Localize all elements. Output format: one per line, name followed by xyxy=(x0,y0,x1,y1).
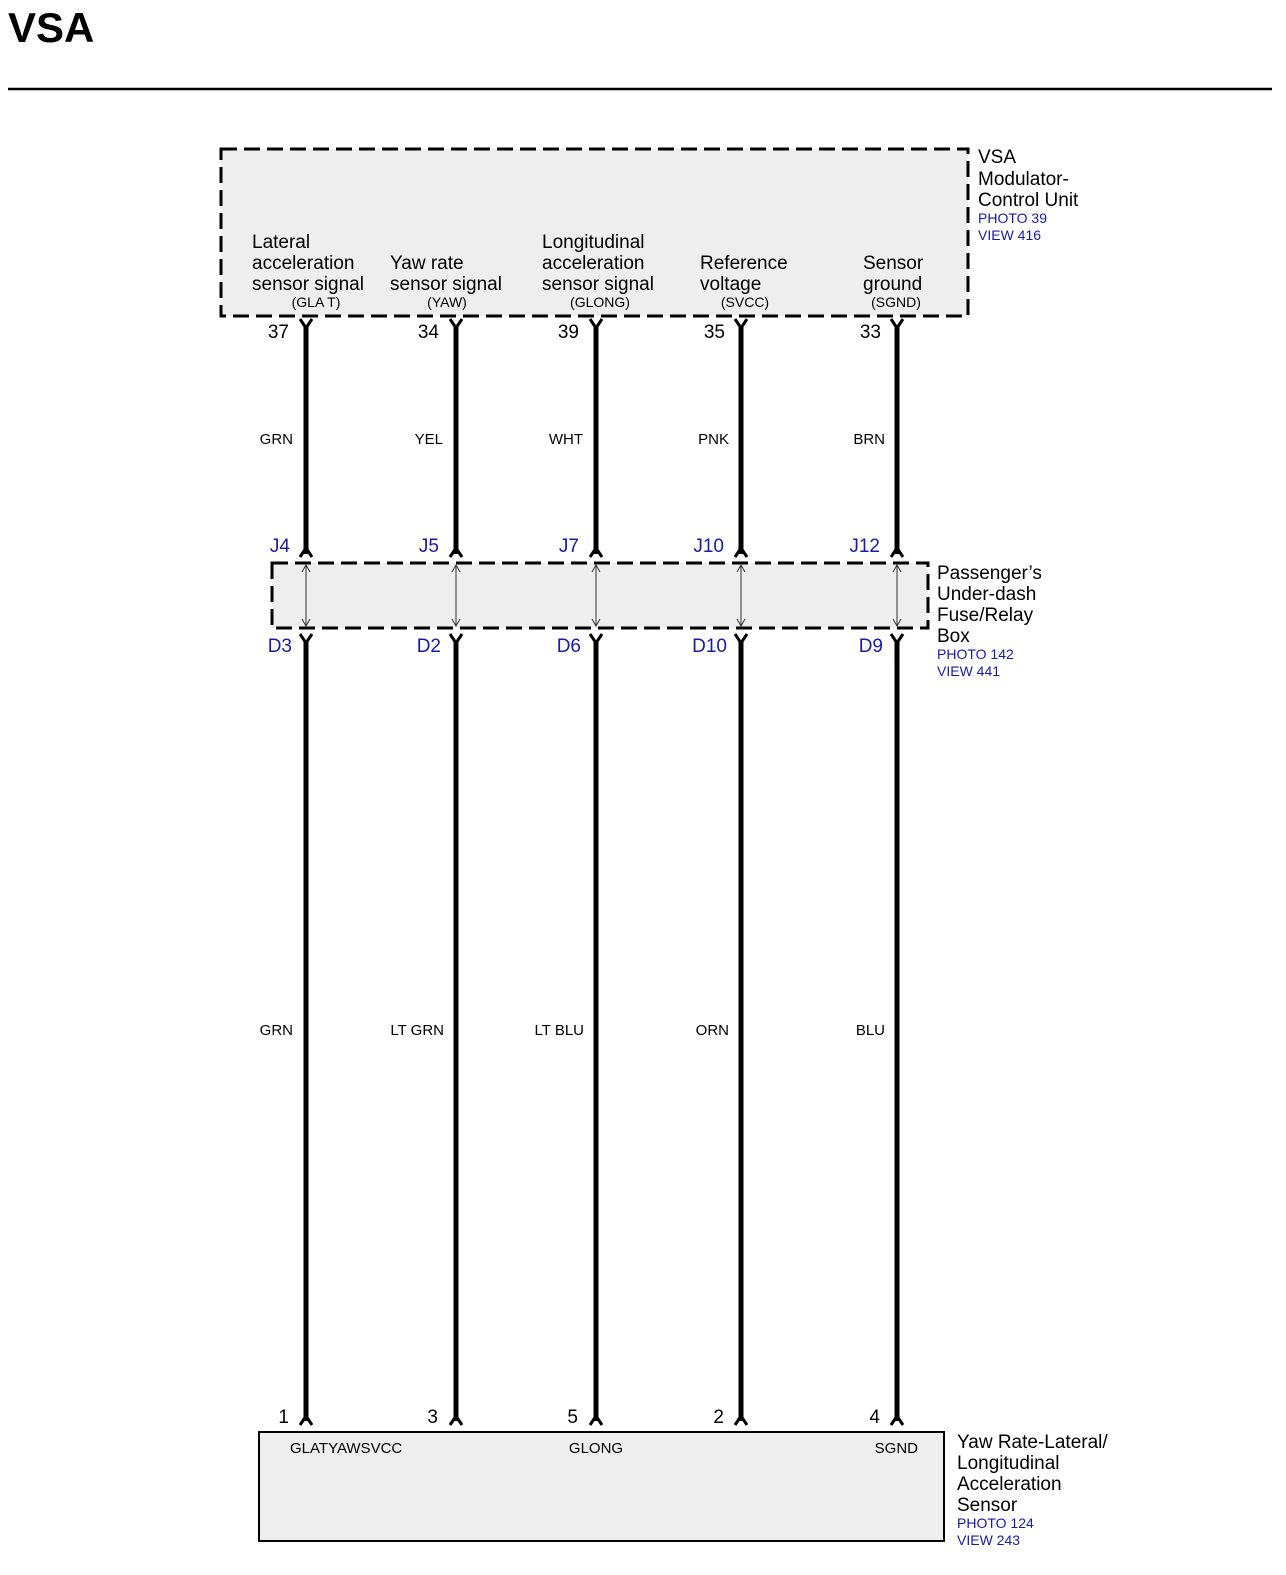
ecu-terminal xyxy=(891,319,903,328)
ecu-pin-number: 35 xyxy=(703,322,725,343)
fuse-box-j-pin: J12 xyxy=(849,536,880,557)
upper-wire-color: BRN xyxy=(853,431,885,448)
fuse-box-photo-link[interactable]: PHOTO 142 xyxy=(937,646,1014,662)
fuse-box-d-pin: D3 xyxy=(267,636,292,657)
circuit-signal-name: (SGND) xyxy=(871,294,921,310)
circuit-function-label-line: Reference xyxy=(700,253,788,274)
circuit-function-label-line: Sensor xyxy=(863,253,924,274)
ecu-terminal xyxy=(450,319,462,328)
lower-wire-color: GRN xyxy=(259,1022,293,1039)
fuse-box-j-pin: J4 xyxy=(269,536,290,557)
circuit-function-label-line: acceleration xyxy=(542,253,645,274)
lower-wire-color: BLU xyxy=(855,1022,885,1039)
sensor-pin-number: 4 xyxy=(869,1407,880,1428)
control-unit-view-link[interactable]: VIEW 416 xyxy=(978,227,1042,243)
circuit-function-label xyxy=(542,232,654,295)
circuit-function-label-line: Lateral xyxy=(252,232,311,253)
ecu-pin-number: 37 xyxy=(267,322,289,343)
fuse-box-box xyxy=(272,563,928,628)
circuit-function-label-line: acceleration xyxy=(252,253,355,274)
circuit-signal-name: (YAW) xyxy=(427,294,467,310)
circuit xyxy=(390,253,502,1428)
sensor-name: Yaw Rate-Lateral/ Longitudinal Acceleration Sensor xyxy=(957,1432,1108,1516)
circuit-function-label-line: Longitudinal xyxy=(542,232,645,253)
sensor-pin-number: 2 xyxy=(713,1407,724,1428)
sensor-view-link[interactable]: VIEW 243 xyxy=(957,1532,1021,1548)
sensor-terminal-label-left: GLATYAWSVCC xyxy=(290,1440,403,1457)
fuse-box-view-link[interactable]: VIEW 441 xyxy=(937,663,1001,679)
circuit-signal-name: (GLONG) xyxy=(570,294,630,310)
sensor-pin-number: 5 xyxy=(567,1407,578,1428)
lower-wire-color: LT BLU xyxy=(534,1022,584,1039)
ecu-terminal xyxy=(590,319,602,328)
ecu-terminal xyxy=(300,319,312,328)
upper-wire-color: PNK xyxy=(698,431,729,448)
circuit-function-label-line: ground xyxy=(863,274,923,295)
sensor-terminal-label-right: SGND xyxy=(874,1440,918,1457)
sensor-pin-number: 3 xyxy=(427,1407,438,1428)
control-unit-name: VSA Modulator- Control Unit xyxy=(978,147,1079,211)
fuse-box-d-pin: D9 xyxy=(858,636,883,657)
circuit xyxy=(849,253,924,1428)
lower-wire-color: LT GRN xyxy=(390,1022,444,1039)
fuse-box-j-pin: J5 xyxy=(418,536,439,557)
upper-wire-color: WHT xyxy=(548,431,583,448)
lower-wire-color: ORN xyxy=(695,1022,729,1039)
ecu-terminal xyxy=(735,319,747,328)
sensor-photo-link[interactable]: PHOTO 124 xyxy=(957,1515,1034,1531)
circuit xyxy=(252,232,364,1428)
ecu-pin-number: 39 xyxy=(557,322,579,343)
fuse-box-name: Passenger’s Under-dash Fuse/Relay Box xyxy=(937,563,1042,647)
upper-wire-color: GRN xyxy=(259,431,293,448)
control-unit-photo-link[interactable]: PHOTO 39 xyxy=(978,210,1047,226)
circuit-function-label-line: voltage xyxy=(700,274,762,295)
circuit-function-label-line: sensor signal xyxy=(542,274,654,295)
circuit-function-label-line: sensor signal xyxy=(252,274,364,295)
page-title: VSA xyxy=(8,4,95,51)
ecu-pin-number: 33 xyxy=(859,322,881,343)
circuit-signal-name: (GLA T) xyxy=(291,294,341,310)
circuit-function-label-line: sensor signal xyxy=(390,274,502,295)
upper-wire-color: YEL xyxy=(414,431,443,448)
sensor-pin-number: 1 xyxy=(278,1407,289,1428)
sensor-terminal-label-middle: GLONG xyxy=(568,1440,624,1457)
circuit-function-label xyxy=(863,253,924,295)
fuse-box-d-pin: D2 xyxy=(416,636,441,657)
circuit xyxy=(535,232,654,1428)
fuse-box-j-pin: J10 xyxy=(693,536,724,557)
fuse-box-d-pin: D6 xyxy=(556,636,581,657)
circuit-function-label-line: Yaw rate xyxy=(390,253,464,274)
fuse-box-j-pin: J7 xyxy=(558,536,579,557)
ecu-pin-number: 34 xyxy=(417,322,439,343)
circuit-signal-name: (SVCC) xyxy=(720,294,770,310)
circuit xyxy=(692,253,788,1428)
fuse-box-d-pin: D10 xyxy=(692,636,727,657)
